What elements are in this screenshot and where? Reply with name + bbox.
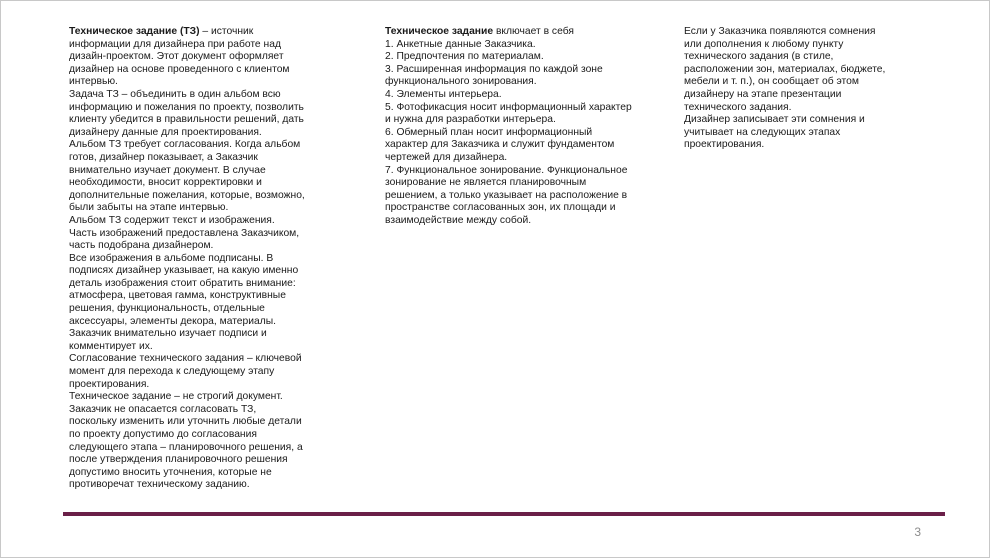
list-item: 2. Предпочтения по материалам. <box>385 51 544 63</box>
paragraph-designer-notes: Дизайнер записывает эти сомнения и учитывает на следующих этапах проектирования. <box>684 114 865 151</box>
list-item: 3. Расширенная информация по каждой зоне функционального зонирования. <box>385 63 603 88</box>
intro-text: – источник информации для дизайнера при работе над дизайн-проектом. Этот документ оформляет дизайнер на основе проведенного с клиентом интервью. <box>69 26 290 88</box>
list-heading <box>385 26 635 39</box>
footer-divider <box>63 512 945 516</box>
paragraph-doubts: Если у Заказчика появляются сомнения или дополнения к любому пункту технического задания (в стиле, расположении зон, материалах, бюджете, мебели и т. п.), он сообщает об этом дизайнеру на этапе презентации технического задания. <box>684 26 886 113</box>
column-right <box>684 26 890 152</box>
list-item: 4. Элементы интерьера. <box>385 88 502 100</box>
column-left <box>69 26 305 492</box>
paragraph-approval: Альбом ТЗ требует согласования. Когда альбом готов, дизайнер показывает, а Заказчик внимательно изучает документ. В случае необходимости, вносит корректировки и дополнительные пожелания, которые, возможно, были забыты на этапе интервью. <box>69 139 305 214</box>
list-heading-term: Техническое задание <box>385 26 494 37</box>
list-item: 6. Обмерный план носит информационный характер для Заказчика и служит фундаментом чертежей для дизайнера. <box>385 126 615 163</box>
list-item: 7. Функциональное зонирование. Функциональное зонирование не является планировочным решением, а только указывает на расположение в пространстве согласованных зон, их площади и взаимодействие между собой. <box>385 164 628 226</box>
paragraph-key-moment: Согласование технического задания – ключевой момент для перехода к следующему этапу проектирования. <box>69 353 302 390</box>
list-item: 1. Анкетные данные Заказчика. <box>385 38 536 50</box>
list-item: 5. Фотофикасция носит информационный характер и нужна для разработки интерьера. <box>385 101 632 126</box>
intro-term: Техническое задание (ТЗ) <box>69 26 200 37</box>
paragraph-contents: Альбом ТЗ содержит текст и изображения. Часть изображений предоставлена Заказчиком, часть подобрана дизайнером. <box>69 214 300 252</box>
page-number: 3 <box>914 525 921 539</box>
intro-paragraph <box>69 26 305 89</box>
paragraph-captions: Все изображения в альбоме подписаны. В подписях дизайнер указывает, на какую именно деталь изображения стоит обратить внимание: атмосфера, цветовая гамма, конструктивные решения, функциональность, отдельные аксессуары, элементы декора, материалы. Заказчик внимательно изучает подписи и комментирует их. <box>69 252 299 352</box>
list-heading-text: включает в себя <box>493 26 574 37</box>
paragraph-flexibility: Техническое задание – не строгий документ. Заказчик не опасается согласовать ТЗ, поскольку изменить или уточнить любые детали по проекту допустимо до согласования следующего этапа – планировочного решения, а после утверждения планировочного решения допустимо вносить уточнения, которые не противоречат техническому заданию. <box>69 391 303 491</box>
column-middle <box>385 26 635 228</box>
paragraph-task: Задача ТЗ – объединить в один альбом всю информацию и пожелания по проекту, позволить клиенту убедится в правильности решений, дать дизайнеру данные для проектирования. <box>69 88 304 138</box>
